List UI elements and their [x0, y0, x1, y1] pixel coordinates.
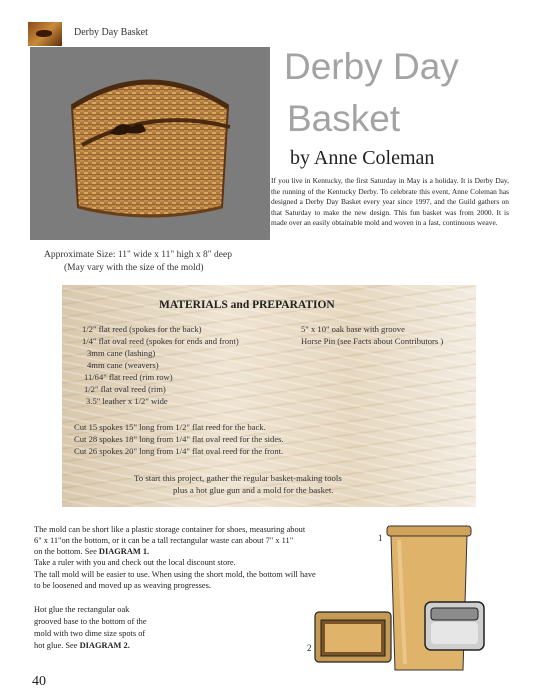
cut-instruction: Cut 28 spokes 18" long from 1/4" flat oval reed for the sides.	[74, 434, 284, 444]
diagram-1-label: 1	[378, 533, 383, 543]
diagram-2-ref: DIAGRAM 2.	[79, 641, 130, 650]
material-item: 3.5" leather x 1/2" wide	[86, 396, 168, 406]
material-item: 1/4" flat oval reed (spokes for ends and front)	[82, 336, 239, 346]
horse-pin-icon	[36, 30, 52, 37]
article-title-line2: Basket	[287, 98, 401, 139]
cut-instruction: Cut 15 spokes 15" long from 1/2" flat reed for the back.	[74, 422, 266, 432]
closing-line: plus a hot glue gun and a mold for the basket.	[173, 485, 334, 495]
material-item: 4mm cane (weavers)	[87, 360, 159, 370]
diagram-2-label: 2	[307, 643, 312, 653]
basket-illustration	[52, 67, 248, 227]
basket-photo	[30, 47, 270, 240]
article-byline: by Anne Coleman	[290, 147, 435, 169]
material-item: 3mm cane (lashing)	[87, 348, 156, 358]
header-title: Derby Day Basket	[74, 27, 148, 38]
material-item: Horse Pin (see Facts about Contributors )	[301, 336, 444, 346]
body-line: mold with two dime size spots of	[34, 629, 146, 638]
page-number: 40	[32, 674, 46, 689]
material-item: 1/2" flat oval reed (rim)	[84, 384, 166, 394]
materials-panel	[62, 285, 476, 507]
article-title-line1: Derby Day	[284, 46, 459, 87]
base-on-mold-diagram	[313, 610, 393, 664]
size-note: (May vary with the size of the mold)	[64, 263, 204, 273]
body-text: hot glue. See	[34, 641, 80, 650]
body-line: Take a ruler with you and check out the local discount store.	[34, 558, 236, 567]
diagram-1-ref: DIAGRAM 1.	[98, 547, 150, 556]
materials-title: MATERIALS and PREPARATION	[159, 299, 335, 311]
approximate-size: Approximate Size: 11" wide x 11" high x 8" deep	[44, 250, 232, 260]
storage-container-diagram	[423, 600, 486, 652]
intro-paragraph: If you live in Kentucky, the first Saturday in May is a holiday. It is Derby Day, the running of the Kentucky Derby. To celebrate this event, Anne Coleman has designed a Derby Day Basket every year since 1997, and the Guild gathers on that Saturday to make the new design. This fun basket was from 2000. It is made over an easily obtainable mold and woven in a fast, continuous weave.	[271, 176, 509, 228]
body-line: The mold can be short like a plastic storage container for shoes, measuring about	[34, 525, 306, 534]
body-text: on the bottom. See	[34, 547, 99, 556]
body-line: to be loosened and moved up as weaving progresses.	[34, 581, 211, 590]
body-line: grooved base to the bottom of the	[34, 617, 147, 626]
cut-instruction: Cut 26 spokes 20" long from 1/4" flat oval reed for the front.	[74, 446, 284, 456]
closing-line: To start this project, gather the regular basket-making tools	[134, 473, 342, 483]
body-line: The tall mold will be easier to use. When using the short mold, the bottom will have	[34, 570, 316, 579]
basket-thumbnail-icon	[28, 22, 62, 46]
body-line: 6" x 11"on the bottom, or it can be a tall rectangular waste can about 7" x 11"	[34, 536, 294, 545]
body-line	[34, 641, 130, 651]
material-item: 11/64" flat reed (rim row)	[84, 372, 173, 382]
body-line: Hot glue the rectangular oak	[34, 605, 130, 614]
material-item: 1/2" flat reed (spokes for the back)	[82, 324, 202, 334]
material-item: 5" x 10" oak base with groove	[301, 324, 405, 334]
body-line	[34, 547, 149, 557]
